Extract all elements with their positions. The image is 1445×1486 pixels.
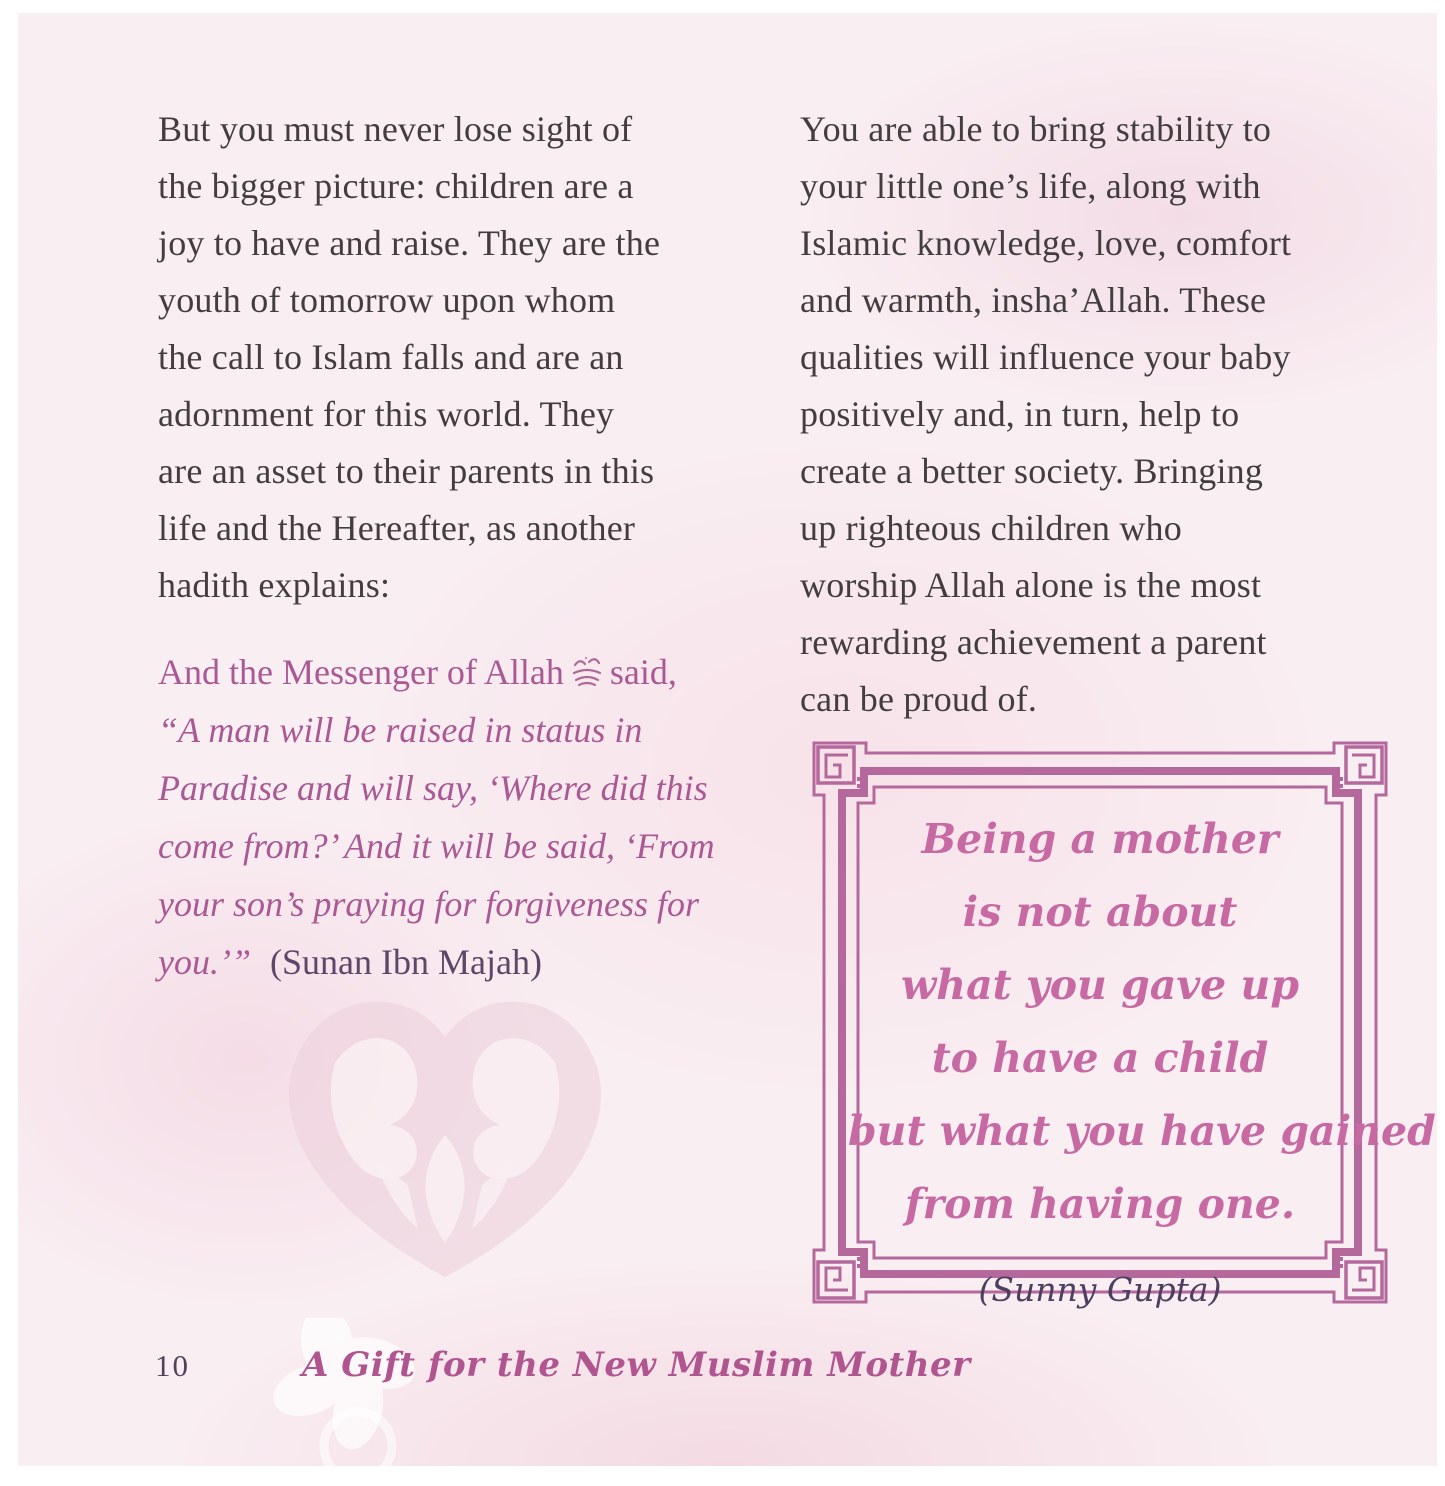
hadith-quote <box>158 643 798 991</box>
page-footer <box>155 1345 971 1385</box>
left-paragraph: But you must never lose sight of the bigger picture: children are a joy to have and raise. They are the youth of tomorrow upon whom the call to Islam falls and are an adornment for this world. They are an asset to their parents in this life and the Hereafter, as another hadith explains: <box>158 109 661 605</box>
right-paragraph: You are able to bring stability to your little one’s life, along with Islamic knowledge, love, comfort and warmth, insha’Allah. These qualities will influence your baby positively and, in turn, help to create a better society. Bringing up righteous children who worship Allah alone is the most rewarding achievement a parent can be proud of. <box>800 109 1292 719</box>
quote-attribution: (Sunny Gupta) <box>978 1270 1222 1309</box>
mother-quote-box <box>808 737 1436 1309</box>
pbuh-calligraphy-icon <box>570 647 604 681</box>
heart-ornament-watermark-icon <box>240 975 650 1305</box>
page-number: 10 <box>155 1348 190 1383</box>
page-background <box>18 13 1437 1466</box>
hadith-italic-text: “A man will be raised in status in Paradise and will say, ‘Where did this come from?’ And it will be said, ‘From your son’s praying for forgiveness for <box>158 710 715 924</box>
hadith-intro-text: And the Messenger of Allah <box>158 652 564 692</box>
book-title: A Gift for the New Muslim Mother <box>302 1345 971 1385</box>
hadith-italic-end: you.’” <box>158 942 251 982</box>
hadith-intro-said: said, <box>609 652 677 692</box>
hadith-source: (Sunan Ibn Majah) <box>270 942 542 982</box>
quote-text: Being a mother is not about what you gave up to have a child but what you have gained from having one. <box>848 815 1436 1228</box>
flower-watermark-icon <box>208 1318 498 1478</box>
